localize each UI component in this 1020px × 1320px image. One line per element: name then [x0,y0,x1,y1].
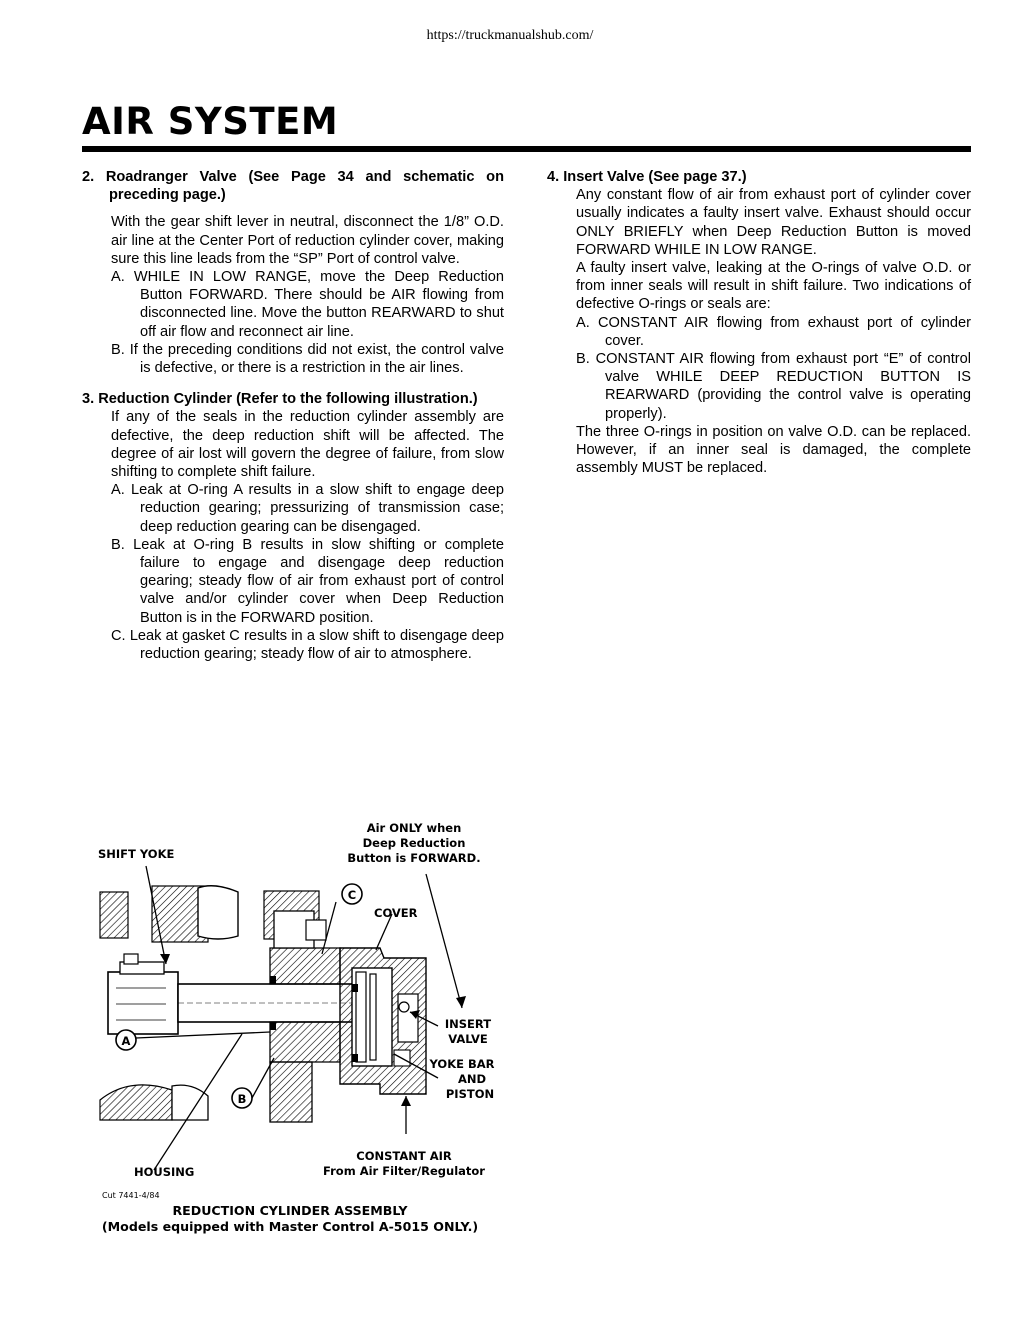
reduction-cylinder-figure [94,816,514,1246]
label-yoke-bar-1: YOKE BAR [429,1057,495,1071]
source-url: https://truckmanualshub.com/ [426,28,594,43]
list-item: A. CONSTANT AIR flowing from exhaust port of cylinder cover. [576,314,971,349]
page-title: AIR SYSTEM [82,100,339,143]
paragraph: Any constant flow of air from exhaust port of cylinder cover usually indicates a faulty insert valve. Exhaust should occur ONLY BRIEFLY when Deep Reduction Button is moved FORWARD WHILE IN LOW RANGE. [576,187,971,258]
callout-b [232,1088,252,1108]
section-heading: 3. Reduction Cylinder (Refer to the following illustration.) [82,391,478,408]
figure-caption-1: REDUCTION CYLINDER ASSEMBLY [172,1203,408,1218]
paragraph: With the gear shift lever in neutral, disconnect the 1/8” O.D. air line at the Center Port of reduction cylinder cover, making sure this line leads from the “SP” Port of control valve. [111,214,504,267]
section-insert-valve [547,168,971,477]
left-column [82,168,504,673]
label-shift-yoke: SHIFT YOKE [98,847,175,861]
label-air-only-1: Air ONLY when [366,821,462,835]
housing-bottom [100,1085,208,1120]
list-item: A. Leak at O-ring A results in a slow shift to engage deep reduction gearing; pressurizing of transmission case; deep reduction gearing can be disengaged. [111,482,504,535]
label-constant-air-2: From Air Filter/Regulator [323,1164,485,1178]
callout-a [116,1030,136,1050]
list-item: B. Leak at O-ring B results in slow shifting or complete failure to engage and disengage deep reduction gearing; steady flow of air from exhaust port of control valve and/or cylinder cover when Deep Reduction Button is in the FORWARD position. [111,536,504,626]
figure-caption-2: (Models equipped with Master Control A-5015 ONLY.) [101,1219,479,1234]
right-column [547,168,971,487]
section-reduction-cylinder [82,390,504,663]
list-item: C. Leak at gasket C results in a slow shift to disengage deep reduction gearing; steady flow of air to atmosphere. [111,627,504,663]
label-insert-1: INSERT [444,1017,492,1031]
paragraph: If any of the seals in the reduction cylinder assembly are defective, the deep reduction shift will be affected. The degree of air lost will govern the degree of failure, from slow shifting to complete shift failure. [111,409,504,481]
reduction-cylinder-diagram [94,816,514,1246]
paragraph: A faulty insert valve, leaking at the O-rings of valve O.D. or from inner seals will result in shift failure. Two indications of defective O-rings or seals are: [576,260,971,313]
label-insert-2: VALVE [448,1032,488,1046]
title-rule [82,146,971,152]
label-housing: HOUSING [134,1165,195,1179]
svg-text:B: B [237,1092,247,1106]
label-constant-air-1: CONSTANT AIR [356,1149,452,1163]
list-item: B. CONSTANT AIR flowing from exhaust port “E” of control valve WHILE DEEP REDUCTION BUTTON IS REARWARD (providing the control valve is operating properly). [576,351,971,422]
section-body [111,408,504,481]
section-heading: 2. Roadranger Valve (See Page 34 and schematic on preceding page.) [82,169,504,204]
label-cover: COVER [374,906,418,920]
label-yoke-bar-2: AND [457,1072,487,1086]
section-body [576,186,971,313]
section-roadranger-valve [82,168,504,377]
label-yoke-bar-3: PISTON [445,1087,495,1101]
label-air-only-3: Button is FORWARD. [347,851,481,865]
svg-text:C: C [347,888,357,902]
list-item: A. WHILE IN LOW RANGE, move the Deep Reduction Button FORWARD. There should be AIR flowing from disconnected line. Move the button REARWARD to shut off air flow and reconnect air line. [111,269,504,340]
cylinder-cover [340,948,426,1094]
section-body [576,423,971,478]
label-air-only-2: Deep Reduction [362,836,466,850]
paragraph: The three O-rings in position on valve O.D. can be replaced. However, if an inner seal is damaged, the complete assembly MUST be replaced. [576,423,971,477]
callout-c [342,884,362,904]
shift-yoke [108,954,178,1034]
list-item: B. If the preceding conditions did not exist, the control valve is defective, or there is a restriction in the air lines. [111,341,504,377]
svg-text:A: A [121,1034,131,1048]
section-heading: 4. Insert Valve (See page 37.) [547,169,747,185]
cut-number: Cut 7441-4/84 [102,1191,160,1200]
section-body [111,213,504,268]
